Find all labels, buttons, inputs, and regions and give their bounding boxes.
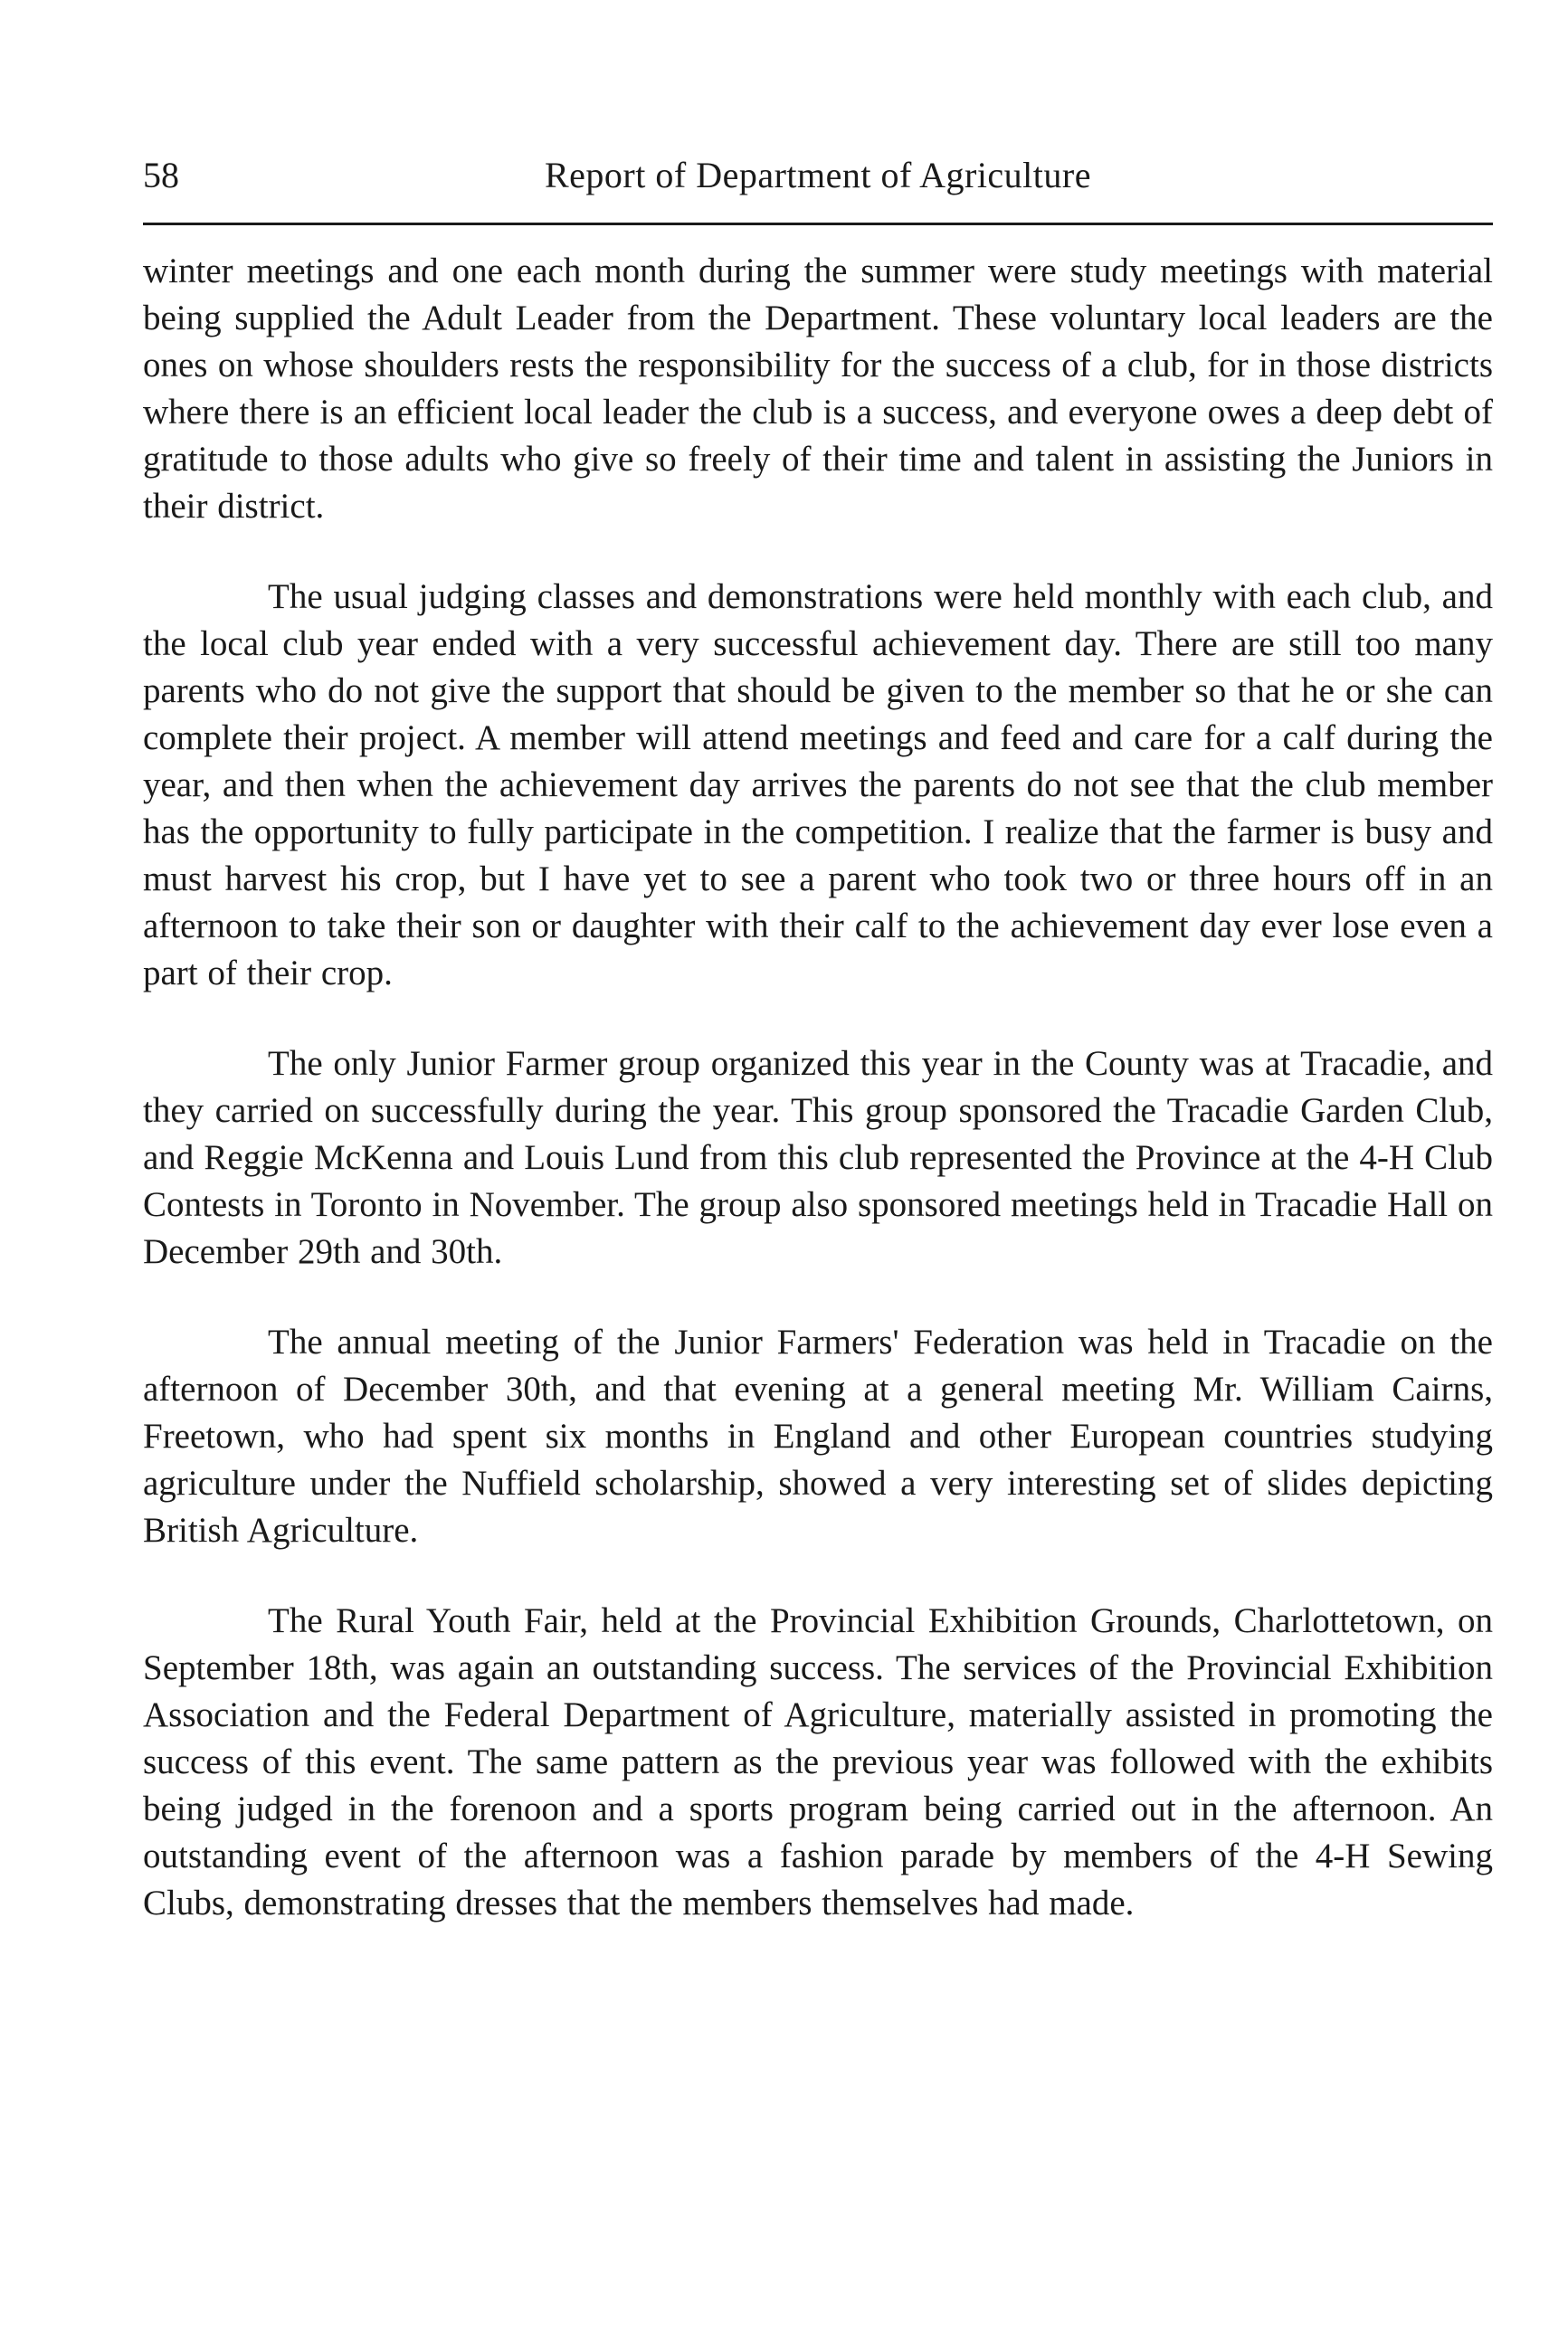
paragraph-annual-meeting: The annual meeting of the Junior Farmers' Federation was held in Tracadie on the afternoon of December 30th, and that evening at a general meeting Mr. William Cairns, Freetown, who had spent six months in England and other European countries studying agriculture under the Nuffield scholarship, showed a very interesting set of slides depicting British Agriculture. bbox=[143, 1323, 1493, 1550]
paragraph-judging-classes: The usual judging classes and demonstrations were held monthly with each club, and the local club year ended with a very successful achievement day. There are still too many parents who do not give the support that should be given to the member so that he or she can complete their project. A member will attend meetings and feed and care for a calf during the year, and then when the achievement day arrives the parents do not see that the club member has the opportunity to fully participate in the competition. I realize that the farmer is busy and must harvest his crop, but I have yet to see a parent who took two or three hours off in an afternoon to take their son or daughter with their calf to the achievement day ever lose even a part of their crop. bbox=[143, 577, 1493, 992]
paragraph-rural-youth-fair: The Rural Youth Fair, held at the Provincial Exhibition Grounds, Charlottetown, on September 18th, was again an outstanding success. The services of the Provincial Exhibition Association and the Federal Department of Agriculture, materially assisted in promoting the success of this event. The same pattern as the previous year was followed with the exhibits being judged in the forenoon and a sports program being carried out in the afternoon. An outstanding event of the afternoon was a fashion parade by members of the 4-H Sewing Clubs, demonstrating dresses that the members themselves had made. bbox=[143, 1601, 1493, 1923]
page-header bbox=[143, 152, 1493, 199]
running-title: Report of Department of Agriculture bbox=[545, 155, 1091, 195]
page-number: 58 bbox=[143, 155, 179, 195]
paragraph-continued: winter meetings and one each month during the summer were study meetings with material being supplied the Adult Leader from the Department. These voluntary local leaders are the ones on whose shoulders rests the responsibility for the success of a club, for in those districts where there is an efficient local leader the club is a success, and everyone owes a deep debt of gratitude to those adults who give so freely of their time and talent in assisting the Juniors in their district. bbox=[143, 252, 1493, 526]
body-text bbox=[143, 248, 1493, 1970]
paragraph-junior-farmer-group: The only Junior Farmer group organized this year in the County was at Tracadie, and they carried on successfully during the year. This group sponsored the Tracadie Garden Club, and Reggie McKenna and Louis Lund from this club represented the Province at the 4-H Club Contests in Toronto in November. The group also sponsored meetings held in Tracadie Hall on December 29th and 30th. bbox=[143, 1044, 1493, 1271]
header-rule bbox=[143, 223, 1493, 225]
